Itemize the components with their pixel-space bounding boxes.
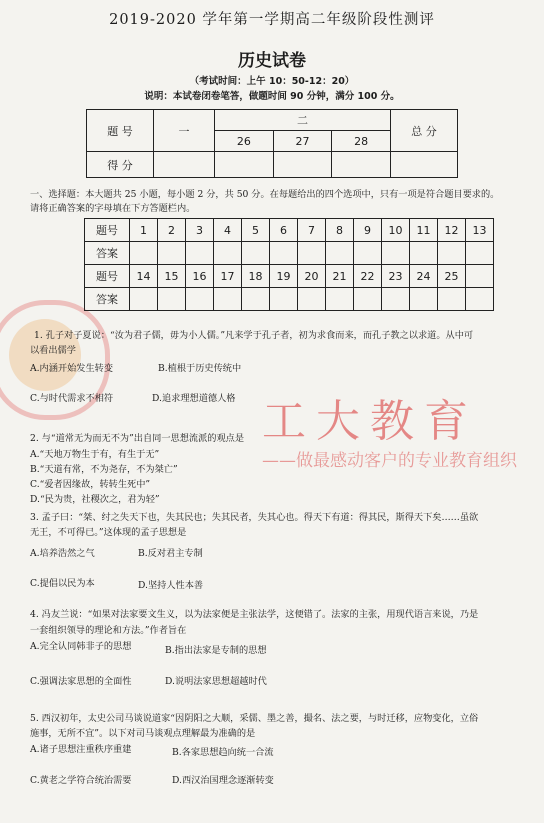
q5-option-a: A.诸子思想注重秩序重建 [30,744,132,755]
score-q28: 28 [332,131,391,152]
q2-stem: 2. 与“道常无为而无不为”出自同一思想流派的观点是 [30,433,245,444]
score-cell[interactable] [154,152,215,178]
answer-qnum: 17 [214,265,242,288]
q4-stem-2: 一套组织领导的理论和方法。”作者旨在 [30,625,187,636]
answer-qnum: 25 [438,265,466,288]
q1-stem-2: 以看出儒学 [30,345,76,356]
q3-option-a: A.培养浩然之气 [30,548,95,559]
answer-cell[interactable] [410,242,438,265]
q4-option-d: D.说明法家思想超越时代 [165,676,267,687]
answer-qnum: 15 [158,265,186,288]
score-row-label: 题 号 [87,110,154,152]
answer-qnum: 1 [130,219,158,242]
q4-option-a: A.完全认同韩非子的思想 [30,641,132,652]
score-q26: 26 [215,131,274,152]
q1-option-c: C.与时代需求不相符 [30,393,114,404]
answer-cell[interactable] [354,288,382,311]
answer-cell[interactable] [298,288,326,311]
score-row2-label: 得 分 [87,152,154,178]
answer-q-label: 题号 [85,265,130,288]
answer-cell[interactable] [242,242,270,265]
answer-cell[interactable] [438,242,466,265]
q5-option-b: B.各家思想趋向统一合流 [172,747,274,758]
answer-q-label: 题号 [85,219,130,242]
score-total: 总 分 [391,110,458,152]
q2-option-d: D.“民为贵，社稷次之，君为轻” [30,494,160,505]
answer-cell[interactable] [438,288,466,311]
score-part2: 二 [215,110,391,131]
exam-time: （考试时间：上午 10：50-12：20） [189,76,355,87]
answer-cell[interactable] [326,242,354,265]
answer-cell[interactable] [270,288,298,311]
answer-qnum: 9 [354,219,382,242]
answer-qnum: 19 [270,265,298,288]
answer-cell[interactable] [214,288,242,311]
answer-qnum: 6 [270,219,298,242]
q3-option-b: B.反对君主专制 [138,548,203,559]
q5-stem-2: 施事，无所不宜”。以下对司马谈观点理解最为准确的是 [30,728,256,739]
answer-table [84,218,494,311]
answer-cell[interactable] [242,288,270,311]
answer-qnum: 2 [158,219,186,242]
q4-option-c: C.强调法家思想的全面性 [30,676,132,687]
answer-qnum: 3 [186,219,214,242]
section1-instructions-2: 请将正确答案的字母填在下方答题栏内。 [30,203,196,214]
q5-option-c: C.黄老之学符合统治需要 [30,775,132,786]
q2-option-c: C.“爱者因缘故，转转生死中” [30,479,151,490]
answer-qnum: 18 [242,265,270,288]
answer-cell[interactable] [382,242,410,265]
answer-qnum: 10 [382,219,410,242]
watermark-brand: 工大教育 [262,396,478,447]
answer-cell[interactable] [270,242,298,265]
q4-stem: 4. 冯友兰说：“如果对法家要文生义，以为法家便是主张法学，这便错了。法家的主张，用现代语言来说，乃是 [30,609,479,620]
q3-stem-2: 无王，不可得已。”这体现的孟子思想是 [30,527,187,538]
answer-qnum: 7 [298,219,326,242]
exam-title: 2019-2020 学年第一学期高二年级阶段性测评 [109,12,435,28]
answer-cell[interactable] [354,242,382,265]
subject-title: 历史试卷 [238,51,306,71]
answer-cell[interactable] [466,265,494,288]
answer-cell[interactable] [298,242,326,265]
answer-cell[interactable] [130,242,158,265]
answer-cell[interactable] [186,242,214,265]
answer-cell[interactable] [382,288,410,311]
answer-qnum: 21 [326,265,354,288]
answer-cell[interactable] [214,242,242,265]
exam-note: 说明：本试卷闭卷笔答，做题时间 90 分钟，满分 100 分。 [144,91,400,102]
answer-qnum: 11 [410,219,438,242]
q3-option-c: C.提倡以民为本 [30,578,95,589]
answer-qnum: 16 [186,265,214,288]
score-cell[interactable] [391,152,458,178]
answer-cell[interactable] [326,288,354,311]
answer-cell[interactable] [410,288,438,311]
answer-qnum: 23 [382,265,410,288]
score-cell[interactable] [332,152,391,178]
q2-option-a: A.“天地万物生于有，有生于无” [30,449,160,460]
q3-option-d: D.坚持人性本善 [138,580,204,591]
answer-a-label: 答案 [85,242,130,265]
q1-option-d: D.追求理想道德人格 [152,393,236,404]
answer-qnum: 12 [438,219,466,242]
q2-option-b: B.“天道有常，不为尧存，不为桀亡” [30,464,178,475]
q1-stem: 1. 孔子对子夏说：“汝为君子儒，毋为小人儒。”凡来学于孔子者，初为求食而来，而孔子教之以求道。从中可 [34,330,474,341]
answer-qnum: 24 [410,265,438,288]
q5-option-d: D.西汉治国理念逐渐转变 [172,775,274,786]
q1-option-a: A.内涵开始发生转变 [30,363,114,374]
watermark-slogan: ——做最感动客户的专业教育组织 [262,451,517,471]
answer-qnum: 5 [242,219,270,242]
score-table [86,109,458,178]
q3-stem: 3. 孟子曰：“桀、纣之失天下也，失其民也；失其民者，失其心也。得天下有道：得其民，斯得天下矣……虽欲 [30,512,479,523]
q5-stem: 5. 西汉初年，太史公司马谈说道家“因阴阳之大顺，采儒、墨之善，撮名、法之要，与时迁移，应物变化，立俗 [30,713,479,724]
answer-cell[interactable] [466,288,494,311]
answer-qnum: 14 [130,265,158,288]
answer-cell[interactable] [158,242,186,265]
answer-a-label: 答案 [85,288,130,311]
q1-option-b: B.植根于历史传统中 [158,363,242,374]
score-cell[interactable] [273,152,332,178]
score-q27: 27 [273,131,332,152]
answer-qnum: 22 [354,265,382,288]
answer-qnum: 4 [214,219,242,242]
answer-qnum: 8 [326,219,354,242]
section1-instructions: 一、选择题：本大题共 25 小题，每小题 2 分，共 50 分。在每题给出的四个选项中，只有一项是符合题目要求的。 [30,189,500,200]
answer-cell[interactable] [466,242,494,265]
answer-cell[interactable] [158,288,186,311]
answer-cell[interactable] [130,288,158,311]
answer-qnum: 13 [466,219,494,242]
score-part1: 一 [154,110,215,152]
answer-qnum: 20 [298,265,326,288]
answer-cell[interactable] [186,288,214,311]
q4-option-b: B.指出法家是专制的思想 [165,645,267,656]
score-cell[interactable] [215,152,274,178]
